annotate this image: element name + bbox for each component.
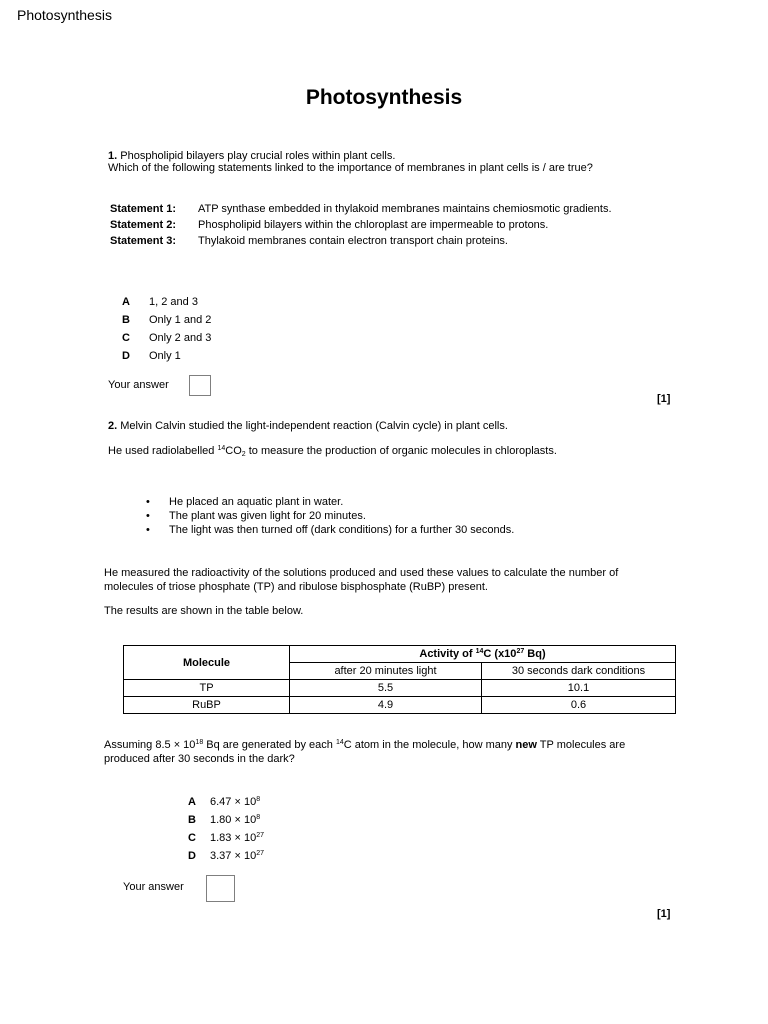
option-letter: D	[122, 350, 130, 362]
bullet-text: The plant was given light for 20 minutes.	[169, 510, 366, 522]
bullet-text: He placed an aquatic plant in water.	[169, 496, 344, 508]
option-letter: B	[188, 814, 196, 826]
cell-dark: 10.1	[482, 680, 676, 697]
q1-number: 1.	[108, 150, 118, 162]
superscript: 14	[335, 739, 344, 746]
option-exponent: 27	[256, 850, 264, 857]
q2-option-b[interactable]	[188, 814, 260, 826]
option-text: Only 1 and 2	[149, 314, 212, 326]
option-letter: B	[122, 314, 130, 326]
q2-option-a[interactable]	[188, 796, 260, 808]
text: C atom in the molecule, how many	[343, 739, 516, 751]
statement-label: Statement 2:	[110, 219, 177, 231]
table-row	[124, 680, 676, 697]
option-letter: C	[122, 332, 130, 344]
superscript: 27	[516, 648, 525, 655]
text: to measure the production of organic molecules in chloroplasts.	[245, 445, 557, 457]
statement-label: Statement 1:	[110, 203, 177, 215]
q2-bullet-2	[146, 510, 366, 522]
text: Bq)	[524, 648, 546, 660]
tab-title: Photosynthesis	[17, 7, 112, 23]
text: CO	[225, 445, 242, 457]
q1-intro-line2: Which of the following statements linked to the importance of membranes in plant cells is / are true?	[108, 162, 593, 174]
text: Bq are generated by each	[203, 739, 336, 751]
option-base: 1.80 × 10	[210, 814, 257, 826]
statement-text: Thylakoid membranes contain electron transport chain proteins.	[198, 235, 508, 247]
text: He used radiolabelled	[108, 445, 218, 457]
q1-answer-label: Your answer	[108, 379, 169, 391]
document-title: Photosynthesis	[305, 86, 463, 109]
option-text: Only 1	[149, 350, 181, 362]
text: C (x10	[483, 648, 517, 660]
cell-dark: 0.6	[482, 697, 676, 714]
bullet-icon: •	[146, 510, 150, 522]
q1-option-d[interactable]	[122, 350, 181, 362]
q1-statement-2	[110, 219, 548, 231]
q2-results-intro: The results are shown in the table below.	[104, 605, 304, 617]
q1-option-a[interactable]	[122, 296, 198, 308]
option-letter: D	[188, 850, 196, 862]
option-letter: A	[188, 796, 196, 808]
subscript: 2	[241, 451, 246, 458]
q2-measure-line1: He measured the radioactivity of the solutions produced and used these values to calculate the number of	[104, 567, 619, 579]
header-activity	[290, 646, 676, 663]
q1-answer-box[interactable]	[189, 375, 211, 396]
option-letter: A	[122, 296, 130, 308]
text: Assuming 8.5 × 10	[104, 739, 196, 751]
cell-molecule: TP	[124, 680, 290, 697]
header-light: after 20 minutes light	[290, 663, 482, 680]
option-text: 1, 2 and 3	[149, 296, 198, 308]
option-base: 1.83 × 10	[210, 832, 257, 844]
results-table	[123, 645, 676, 714]
cell-light: 4.9	[290, 697, 482, 714]
text: Activity of	[419, 648, 476, 660]
header-dark: 30 seconds dark conditions	[482, 663, 676, 680]
q2-intro-text: Melvin Calvin studied the light-independent reaction (Calvin cycle) in plant cells.	[120, 420, 508, 432]
q2-bullet-3	[146, 524, 514, 536]
q2-option-d[interactable]	[188, 850, 264, 862]
header-molecule: Molecule	[124, 646, 290, 680]
statement-text: Phospholipid bilayers within the chloroplast are impermeable to protons.	[198, 219, 549, 231]
bullet-icon: •	[146, 524, 150, 536]
q2-measure-line2: molecules of triose phosphate (TP) and ribulose bisphosphate (RuBP) present.	[104, 581, 488, 593]
q2-answer-box[interactable]	[206, 875, 235, 902]
option-text: Only 2 and 3	[149, 332, 212, 344]
q2-question-line1	[104, 738, 625, 752]
option-base: 3.37 × 10	[210, 850, 257, 862]
q2-radiolabel-line	[108, 444, 557, 458]
q1-statement-1	[110, 203, 612, 215]
text: TP molecules are	[536, 739, 626, 751]
table-row	[124, 697, 676, 714]
option-base: 6.47 × 10	[210, 796, 257, 808]
isotope-superscript: 14	[217, 445, 226, 452]
option-exponent: 8	[256, 814, 261, 821]
emphasis-new: new	[515, 739, 537, 751]
q2-intro	[108, 419, 508, 433]
option-letter: C	[188, 832, 196, 844]
statement-text: ATP synthase embedded in thylakoid membranes maintains chemiosmotic gradients.	[198, 203, 612, 215]
cell-molecule: RuBP	[124, 697, 290, 714]
q1-option-b[interactable]	[122, 314, 211, 326]
q2-answer-label: Your answer	[123, 881, 184, 893]
superscript: 18	[195, 739, 204, 746]
statement-label: Statement 3:	[110, 235, 177, 247]
option-exponent: 8	[256, 796, 261, 803]
q1-statement-3	[110, 235, 508, 247]
q2-marks: [1]	[657, 908, 671, 920]
bullet-text: The light was then turned off (dark conditions) for a further 30 seconds.	[169, 524, 515, 536]
q1-marks: [1]	[657, 393, 671, 405]
option-exponent: 27	[256, 832, 264, 839]
q2-number: 2.	[108, 420, 118, 432]
q2-bullet-1	[146, 496, 343, 508]
q1-option-c[interactable]	[122, 332, 211, 344]
q2-option-c[interactable]	[188, 832, 264, 844]
q1-intro-text: Phospholipid bilayers play crucial roles within plant cells.	[120, 150, 396, 162]
cell-light: 5.5	[290, 680, 482, 697]
bullet-icon: •	[146, 496, 150, 508]
superscript: 14	[475, 648, 484, 655]
q2-question-line2: produced after 30 seconds in the dark?	[104, 753, 295, 765]
